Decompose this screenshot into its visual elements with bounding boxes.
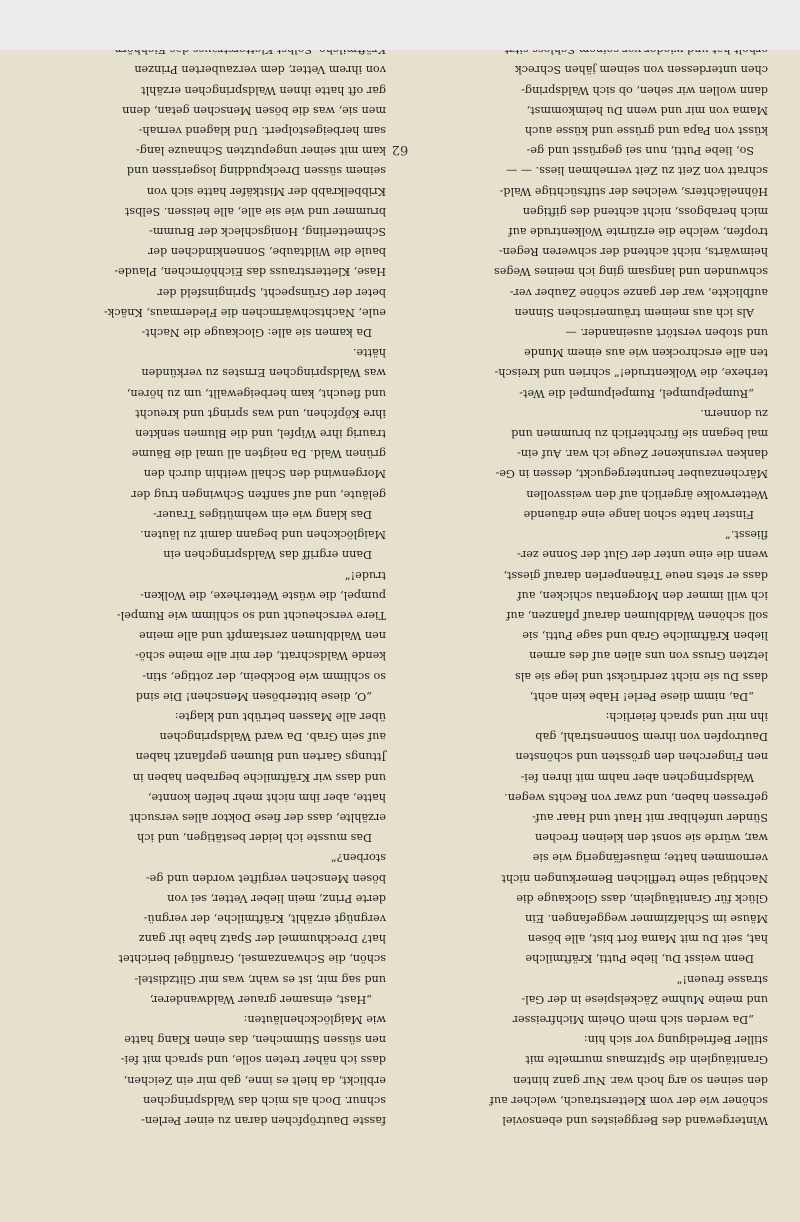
left-column-line: ten alle erschrocken wie aus einem Munde bbox=[524, 346, 768, 360]
right-column-line: sam herbeigestolpert. Und klagend vernah- bbox=[138, 124, 386, 138]
book-page bbox=[0, 50, 800, 1222]
right-column-line: so schlimm wie Bockbein, der zottige, stin- bbox=[142, 669, 386, 683]
right-column-line: was Waldspringchen Ernstes zu verkünden bbox=[141, 366, 386, 380]
right-column-line: Tiere verscheucht und so schlimm wie Rumpel- bbox=[116, 608, 386, 622]
left-column-line: mich herabgoss, nicht achtend des giftigen bbox=[522, 204, 768, 218]
left-column-line: Mäuse im Schlafzimmer weggefangen. Ein bbox=[525, 911, 768, 925]
left-column-line: heimwärts, nicht achtend der schweren Regen- bbox=[498, 245, 768, 259]
left-column-line: soll schönen Waldblumen darauf pflanzen, auf bbox=[506, 608, 768, 622]
right-column-line: Morgenwind den Schall weithin durch den bbox=[143, 467, 386, 481]
right-column-line: Schmetterling, Honigschleck der Brumm- bbox=[149, 225, 386, 239]
right-column-line: erzählte, dass der fiese Doktor alles versucht bbox=[129, 810, 386, 824]
right-column-line: „Hast, einsamer grauer Waldwanderer, bbox=[149, 992, 372, 1006]
right-column-line: Dann ergriff das Waldspringchen ein bbox=[163, 548, 372, 562]
left-column-line: Granitäuglein die Spitzmaus murmelte mit bbox=[525, 1053, 768, 1067]
right-column-line: kam mit seiner ungeputzten Schnauze lang- bbox=[135, 144, 386, 158]
right-column-line: hatte, aber ihm nicht mehr helfen konnte, bbox=[147, 790, 386, 804]
right-column-line: hat? Dreckhummel der Spatz habe ihr ganz bbox=[138, 932, 386, 946]
right-column-line: und fleucht, kam herbeigewallt, um zu hören, bbox=[126, 386, 386, 400]
left-column bbox=[418, 63, 768, 1130]
left-column-line: schwunden und langsam ging ich meines Weges bbox=[494, 265, 768, 279]
right-column-line: schnur. Doch als mich das Waldspringchen bbox=[143, 1093, 386, 1107]
left-column-line: dass er stets neue Tränenperlen darauf giesst, bbox=[503, 568, 768, 582]
right-column-line: Maiglöckchen und begann damit zu läuten. bbox=[140, 528, 386, 542]
right-column-line: nen süssen Stimmchen, das einen Klang hatte bbox=[124, 1033, 386, 1047]
left-column-line: terhexe, die Wolkentrude!“ schrien und kreisch- bbox=[494, 366, 768, 380]
left-column-line: Finster hatte schon lange eine dräuende bbox=[523, 507, 754, 521]
left-column-line: Sünder unfehlbar mit Haut und Haar auf- bbox=[532, 810, 768, 824]
right-column-line: men sie, was die bösen Menschen getan, denn bbox=[122, 103, 386, 117]
left-column-line: küsst von Papa und grüsse und küsse auch bbox=[524, 124, 768, 138]
right-column-line: eule, Nachtschwärmchen die Fledermaus, Knäck- bbox=[103, 305, 386, 319]
left-column-line: ich will immer den Morgentau schicken, auf bbox=[517, 588, 768, 602]
right-column-line: traurig ihre Wipfel, und die Blumen senkten bbox=[135, 427, 386, 441]
right-column-line: geläute, und auf sanften Schwingen trug der bbox=[131, 487, 386, 501]
left-column-line: dass Du sie nicht zerdrückst und lege sie als bbox=[515, 669, 768, 683]
right-column-line: brummer und wie sie alle, alle heissen. Selbst bbox=[124, 204, 386, 218]
right-column-line: baule die Wildtaube, Sonnenkindchen der bbox=[148, 245, 386, 259]
left-column-line: lieben Kräftmilche Grab und sage Putti, sie bbox=[522, 629, 768, 643]
right-column-line: derte Prinz, mein lieber Vetter, sei von bbox=[167, 891, 386, 905]
page-number: 62 bbox=[391, 142, 409, 157]
right-column-line: fasste Dautröpfchen daran zu einer Perlen- bbox=[141, 1114, 386, 1127]
left-column-line: schratt von Zeit zu Zeit vernehmen liess. — — bbox=[506, 164, 768, 178]
left-column-line: letzten Gruss von uns allen auf des armen bbox=[529, 649, 768, 663]
left-column-line: chen unterdessen von seinem jähen Schreck bbox=[515, 63, 768, 77]
right-column-line: bösen Menschen vergiftet worden und ge- bbox=[145, 871, 386, 885]
left-column-line: wenn die eine unter der Glut der Sonne zer- bbox=[517, 548, 768, 562]
footer-bar bbox=[0, 0, 800, 50]
left-column-line: „Rumpelpumpel, Rumpelpumpel die Wet- bbox=[519, 386, 754, 400]
right-column-line: und sag mir, ist es wahr, was mir Glitzdistel- bbox=[134, 972, 386, 986]
right-column-line: storben?“ bbox=[330, 851, 386, 865]
left-column-line: So, liebe Putti, nun sei gegrüsst und ge- bbox=[526, 144, 754, 158]
left-column-line: Dautropfen von ihrem Sonnenstrahl, gab bbox=[535, 730, 768, 744]
right-column-line: seinem süssen Dreckpudding losgerissen und bbox=[126, 164, 386, 178]
left-column-line: ihn mir und sprach feierlich: bbox=[605, 709, 768, 723]
right-column-line: grünen Wald. Da neigten all umal die Bäume bbox=[131, 447, 386, 461]
left-column-line: stiller Befriedigung vor sich hin: bbox=[583, 1033, 768, 1047]
left-column-line: „Da werden sich mein Oheim Michfreisser bbox=[512, 1012, 754, 1026]
left-column-line: Nachtigal seine trefflichen Bemerkungen nicht bbox=[501, 871, 768, 885]
left-column-line: Denn weisst Du, liebe Putti, Kräftmilche bbox=[525, 952, 754, 966]
right-column-line: pumpel, die wüste Wetterhexe, die Wolken- bbox=[140, 588, 386, 602]
left-column-line: aufblickte, war der ganze schöne Zauber ver- bbox=[509, 285, 768, 299]
left-column-line: Wintergewand des Berggeistes und ebensoviel bbox=[502, 1114, 768, 1127]
left-column-line: danken versunkener Zeuge ich war. Auf ein- bbox=[517, 447, 768, 461]
left-column-line: und meine Muhme Zäckelspiese in der Gal- bbox=[521, 992, 768, 1006]
right-column-line: und dass wir Kräftmilche begraben haben in bbox=[132, 770, 386, 784]
left-column-line: und stoben verstört auseinander. — bbox=[565, 326, 768, 340]
right-column-line: beter der Grünspecht, Springinsfeld der bbox=[157, 285, 386, 299]
right-column-line: gar oft hatte ihnen Waldspringchen erzählt bbox=[141, 83, 386, 97]
right-column-line: Das klang wie ein wehmütiges Trauer- bbox=[153, 507, 372, 521]
left-column-line: mal begann sie fürchterlich zu brummen und bbox=[511, 427, 768, 441]
left-column-line: dann wollen wir sehen, ob sich Waldspring- bbox=[521, 83, 768, 97]
right-column-line: von ihrem Vetter, dem verzauberten Prinzen bbox=[134, 63, 386, 77]
right-column-line: auf sein Grab. Da ward Waldspringchen bbox=[159, 730, 386, 744]
right-column-line: über alle Massen betrübt und klagte: bbox=[174, 709, 386, 723]
right-column-line: Hase, Kletterstrauss das Eichhörnchen, Plaude- bbox=[114, 265, 386, 279]
right-column-line: dass ich näher treten solle, und sprach mit fei- bbox=[120, 1053, 386, 1067]
right-column-line: Da kamen sie alle: Glockauge die Nacht- bbox=[141, 326, 372, 340]
right-column-line: schön, die Schwanzamsel, Grauflügel berichtet bbox=[118, 952, 386, 966]
right-column-line: Das musste ich leider bestätigen, und ich bbox=[136, 831, 372, 845]
left-column-line: Wetterwolke ärgerlich auf den weissvollen bbox=[526, 487, 768, 501]
right-column-line: nen Waldblumen zerstampft und alle meine bbox=[139, 629, 386, 643]
right-column-line: Jttungs Garten und Blumen gepflanzt haben bbox=[135, 750, 386, 764]
left-column-line: Mama von mir und wenn Du heimkommst, bbox=[526, 103, 768, 117]
left-column-line: fliesst.“ bbox=[725, 528, 768, 542]
left-column-line: schöner wie der vom Kletterstrauch, welcher auf bbox=[489, 1093, 768, 1107]
right-column-line: hätte. bbox=[352, 346, 386, 360]
right-column-line: wie Maiglöckchenläuten: bbox=[243, 1012, 386, 1026]
left-column-line: vernommen hatte; mäusefängerig wie sie bbox=[532, 851, 768, 865]
left-column-line: Glück für Granitäuglein, dass Glockauge die bbox=[516, 891, 768, 905]
right-column-line: kende Waldschratt, der mir alle meine schö- bbox=[135, 649, 386, 663]
right-column-line: ihre Köpfchen, und was springt und kreucht bbox=[135, 406, 386, 420]
right-column bbox=[36, 63, 386, 1130]
right-column-line: erblickt, da hielt es inne, gab mir ein Zeichen, bbox=[123, 1073, 386, 1087]
right-column-line: „O, diese bitterbösen Menschen! Die sind bbox=[135, 689, 372, 703]
left-column-line: Als ich aus meinem träumerischen Sinnen bbox=[514, 305, 754, 319]
right-column-line: trude!“ bbox=[344, 568, 386, 582]
right-column-line: Kribbelkrabb der Mistkäfer hatte sich von bbox=[146, 184, 386, 198]
left-column-line: Waldspringchen aber nahm mit ihren fei- bbox=[520, 770, 754, 784]
left-column-line: Märchenzauber heruntergeguckt, dessen in Ge- bbox=[495, 467, 768, 481]
left-column-line: gefressen haben, und zwar von Rechts wegen. bbox=[504, 790, 768, 804]
left-column-line: tropfen, welche die erzürnte Wolkentrude auf bbox=[508, 225, 768, 239]
left-column-line: „Da, nimm diese Perle! Habe kein acht, bbox=[529, 689, 754, 703]
left-column-line: nen Fingerchen den grössten und schönsten bbox=[515, 750, 768, 764]
left-column-line: strasse freuen!“ bbox=[676, 972, 768, 986]
left-column-line: zu donnern. bbox=[700, 406, 768, 420]
left-column-line: hat, seit Du mit Mama fort bist, alle bösen bbox=[527, 932, 768, 946]
right-column-line: vergnügt erzählt, Kräftmilche, der vergnü- bbox=[143, 911, 386, 925]
left-column-line: Höhnelächters, welches der stiftsüchtige Wald- bbox=[499, 184, 768, 198]
left-column-line: den seinen so arg hoch war. Nur ganz hinten bbox=[513, 1073, 768, 1087]
left-column-line: war, würde sie sonst den kleinen frechen bbox=[534, 831, 768, 845]
